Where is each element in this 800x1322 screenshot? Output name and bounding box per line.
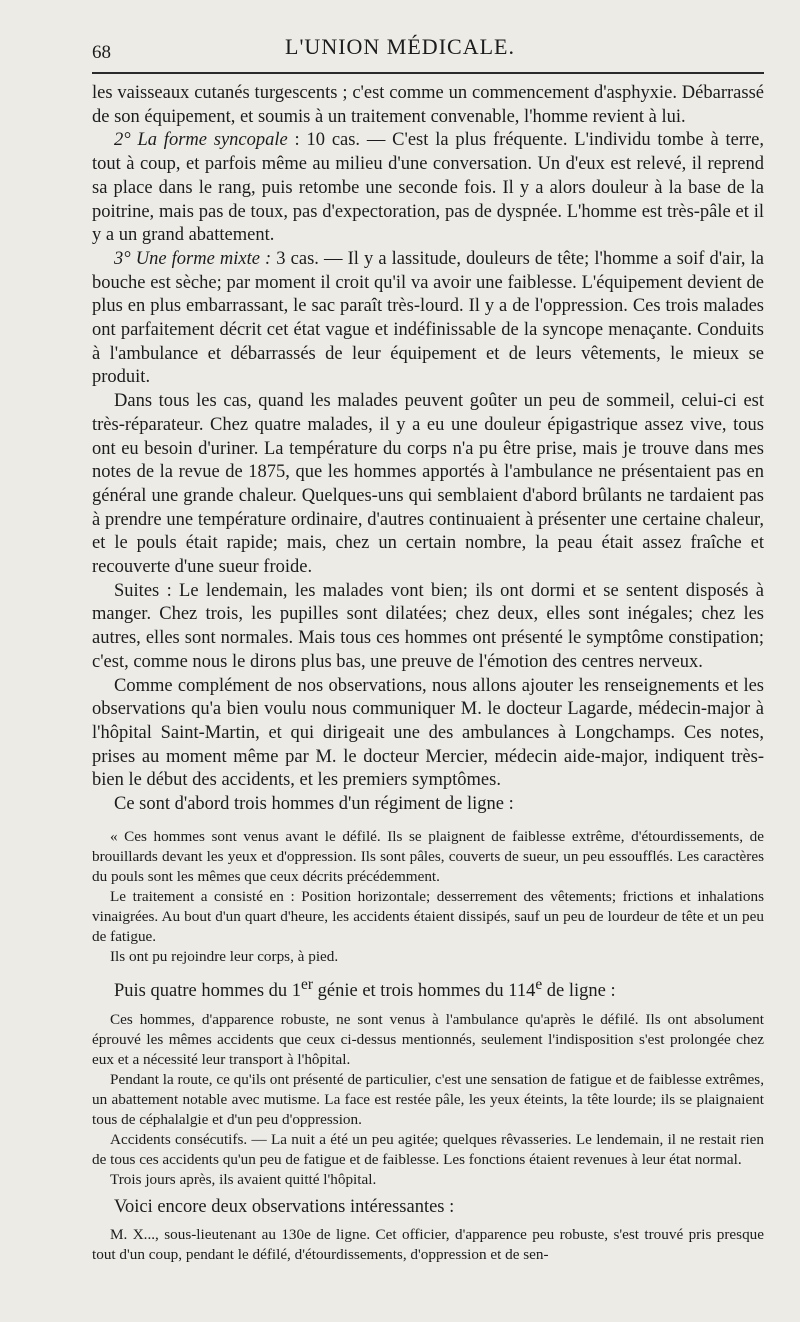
quote-paragraph: Le traitement a consisté en : Position horizontale; desserrement des vêtements; frictions et inhalations vinaigrées. Au bout d'un quart d'heure, les accidents étaient dissipés, sauf un peu de lourdeur de tête et un peu de fatigue.	[92, 887, 764, 945]
quote-paragraph: Ils ont pu rejoindre leur corps, à pied.	[110, 947, 339, 965]
quote-paragraph: Accidents consécutifs. — La nuit a été un peu agitée; quelques rêvasseries. Le lendemain, il ne restait rien de tous ces accidents qu'un peu de fatigue et de faiblesse. Les fonctions étaient revenues à leur état normal.	[92, 1130, 764, 1168]
main-text	[92, 82, 764, 1265]
paragraph-text: : 10 cas. — C'est la plus fréquente. L'individu tombe à terre, tout à coup, et parfois même au milieu d'une conversation. Un d'eux est relevé, il reprend sa place dans le rang, puis retombe une seconde fois. Il y a alors douleur à la base de la poitrine, mais pas de toux, pas d'expectoration, pas de dyspnée. L'homme est très-pâle et il y a un grand abattement.	[92, 130, 764, 246]
paragraph-heading: 2° La forme syncopale	[114, 130, 288, 151]
paragraph: Dans tous les cas, quand les malades peuvent goûter un peu de sommeil, celui-ci est très-réparateur. Chez quatre malades, il y a eu une douleur épigastrique assez vive, tous ont eu besoin d'uriner. La température du corps n'a pu être prise, mais je trouve dans mes notes de la revue de 1875, que les hommes apportés à l'ambulance ne présentaient pas en général une grande chaleur. Quelques-uns qui semblaient d'abord brûlants ne tardaient pas à prendre une température ordinaire, d'autres continuaient à présenter une certaine chaleur, et le pouls était rapide; mais, chez un certain nombre, la peau était assez fraîche et recouverte d'une sueur froide.	[92, 391, 764, 578]
quote-paragraph: Pendant la route, ce qu'ils ont présenté de particulier, c'est une sensation de fatigue et de faiblesse extrêmes, un abattement notable avec mutisme. La face est restée pâle, les yeux éteints, la tête lourde; ils se plaignaient tous de céphalalgie et d'un peu d'oppression.	[92, 1070, 764, 1128]
header-rule	[92, 72, 764, 74]
quote-paragraph: M. X..., sous-lieutenant au 130e de ligne. Cet officier, d'apparence peu robuste, s'est trouvé pris presque tout d'un coup, pendant le défilé, d'étourdissements, d'oppression et de sen-	[92, 1226, 764, 1264]
quote-paragraph: Ces hommes, d'apparence robuste, ne sont venus à l'ambulance qu'après le défilé. Ils ont absolument éprouvé les mêmes accidents que ceux ci-dessus mentionnés, seulement l'indisposition s'est prolongée chez eux et a nécessité leur transport à l'hôpital.	[92, 1010, 764, 1068]
paragraph: les vaisseaux cutanés turgescents ; c'est comme un commencement d'asphyxie. Débarrassé de son équipement, et soumis à un traitement convenable, l'homme revient à lui.	[92, 83, 764, 127]
page-header	[0, 34, 800, 64]
paragraph-heading: 3° Une forme mixte :	[114, 248, 272, 269]
paragraph-text: 3 cas. — Il y a lassitude, douleurs de tête; l'homme a soif d'air, la bouche est sèche; par moment il croit qu'il va avoir une faiblesse. L'équipement devient de plus en plus embarrassant, le sac paraît très-lourd. Il y a de l'oppression. Ces trois malades ont parfaitement décrit cet état vague et indéfinissable de la syncope menaçante. Conduits à l'ambulance et débarrassés de leur équipement et de leurs vêtements, le mieux se produit.	[92, 248, 764, 388]
spacer	[92, 817, 764, 827]
paragraph	[92, 248, 764, 390]
quote-paragraph: Trois jours après, ils avaient quitté l'hôpital.	[110, 1170, 377, 1188]
paragraph: Puis quatre hommes du 1er génie et trois hommes du 114e de ligne :	[114, 975, 616, 1001]
running-title: L'UNION MÉDICALE.	[285, 34, 515, 59]
quote-paragraph: « Ces hommes sont venus avant le défilé. Ils se plaignent de faiblesse extrême, d'étourdissements, de brouillards devant les yeux et d'oppression. Ils sont pâles, couverts de sueur, un peu essoufflés. Les caractères du pouls sont les mêmes que ceux décrits précédemment.	[92, 827, 764, 885]
paragraph: Voici encore deux observations intéressantes :	[114, 1196, 455, 1217]
paragraph: Comme complément de nos observations, nous allons ajouter les renseignements et les observations qu'a bien voulu nous communiquer M. le docteur Lagarde, médecin-major à l'hôpital Saint-Martin, et qui dirigeait une des ambulances à Longchamps. Ces notes, prises au moment même par M. le docteur Mercier, médecin aide-major, indiquent très-bien le début des accidents, et les premiers symptômes.	[92, 675, 764, 791]
paragraph: Ce sont d'abord trois hommes d'un régiment de ligne :	[114, 794, 514, 815]
paragraph	[92, 129, 764, 248]
paragraph: Suites : Le lendemain, les malades vont bien; ils ont dormi et se sentent disposés à manger. Chez trois, les pupilles sont dilatées; chez deux, elles sont inégales; chez les autres, elles sont normales. Mais tous ces hommes ont présenté le symptôme constipation; c'est, comme nous le dirons plus bas, une preuve de l'émotion des centres nerveux.	[92, 580, 764, 672]
page-number: 68	[92, 42, 111, 63]
